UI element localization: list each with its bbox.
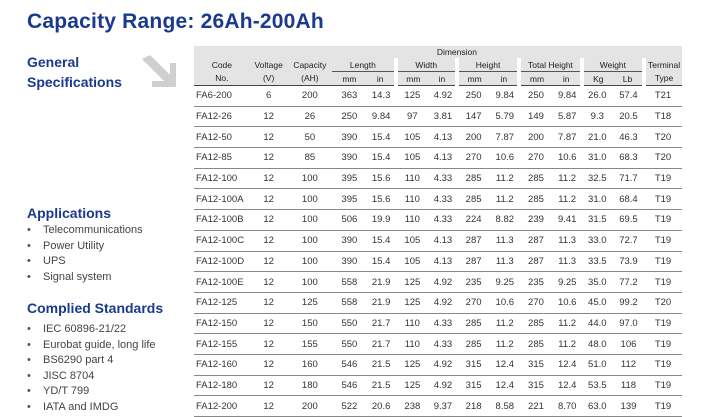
- model-code-cell: FA12-100B: [194, 210, 250, 231]
- table-cell: 395: [332, 168, 367, 189]
- table-cell: 3.81: [429, 106, 457, 127]
- list-item: • UPS: [27, 254, 143, 270]
- table-cell: 20.6: [367, 396, 396, 417]
- table-cell: 15.4: [367, 230, 396, 251]
- list-item: • IATA and IMDG: [27, 400, 156, 416]
- table-cell: 250: [332, 106, 367, 127]
- model-code-cell: FA12-100D: [194, 251, 250, 272]
- table-cell: 44.0: [582, 313, 613, 334]
- table-cell: 15.4: [367, 127, 396, 148]
- terminal-header-sub: Type: [644, 72, 682, 86]
- table-cell: 147: [457, 106, 490, 127]
- table-cell: 4.92: [429, 272, 457, 293]
- table-row: [194, 354, 682, 375]
- list-item: • JISC 8704: [27, 369, 156, 385]
- table-cell: 12: [250, 148, 288, 169]
- table-cell: 31.5: [582, 210, 613, 231]
- table-cell: 11.2: [553, 168, 582, 189]
- table-cell: 21.0: [582, 127, 613, 148]
- model-code-cell: FA6-200: [194, 86, 250, 107]
- table-cell: 285: [519, 313, 552, 334]
- table-cell: 118: [613, 375, 644, 396]
- table-cell: 4.92: [429, 375, 457, 396]
- table-cell: 239: [519, 210, 552, 231]
- model-code-cell: FA12-100A: [194, 189, 250, 210]
- table-cell: 12: [250, 313, 288, 334]
- table-cell: 4.33: [429, 189, 457, 210]
- table-cell: 12: [250, 251, 288, 272]
- table-cell: 125: [396, 375, 429, 396]
- table-cell: 390: [332, 148, 367, 169]
- unit-lb: Lb: [613, 72, 644, 86]
- table-cell: 4.33: [429, 313, 457, 334]
- table-cell: 21.5: [367, 354, 396, 375]
- table-cell: 9.84: [553, 86, 582, 107]
- table-cell: 50: [288, 127, 333, 148]
- table-cell: 363: [332, 86, 367, 107]
- table-cell: T19: [644, 189, 682, 210]
- table-cell: 125: [396, 354, 429, 375]
- table-cell: 11.3: [490, 251, 519, 272]
- model-code-cell: FA12-26: [194, 106, 250, 127]
- table-row: [194, 168, 682, 189]
- table-cell: 11.2: [490, 313, 519, 334]
- voltage-header-sub: (V): [250, 72, 288, 86]
- table-cell: 9.37: [429, 396, 457, 417]
- table-cell: 315: [519, 354, 552, 375]
- table-cell: T19: [644, 396, 682, 417]
- table-cell: 4.92: [429, 292, 457, 313]
- table-cell: 9.41: [553, 210, 582, 231]
- general-specifications-heading: [27, 52, 122, 92]
- table-cell: 11.2: [490, 189, 519, 210]
- table-cell: T19: [644, 230, 682, 251]
- table-cell: 4.33: [429, 210, 457, 231]
- table-cell: 71.7: [613, 168, 644, 189]
- table-row: [194, 292, 682, 313]
- table-cell: 315: [457, 354, 490, 375]
- table-cell: 5.79: [490, 106, 519, 127]
- table-cell: 12: [250, 334, 288, 355]
- table-cell: 63.0: [582, 396, 613, 417]
- model-code-cell: FA12-85: [194, 148, 250, 169]
- list-item: • Signal system: [27, 270, 143, 286]
- table-cell: 125: [288, 292, 333, 313]
- table-cell: 395: [332, 189, 367, 210]
- table-cell: 11.3: [490, 230, 519, 251]
- table-cell: 8.70: [553, 396, 582, 417]
- table-cell: T21: [644, 86, 682, 107]
- table-row: [194, 251, 682, 272]
- table-cell: 8.82: [490, 210, 519, 231]
- table-row: [194, 148, 682, 169]
- table-cell: 12: [250, 230, 288, 251]
- table-cell: 12: [250, 396, 288, 417]
- table-cell: 106: [613, 334, 644, 355]
- table-cell: 12: [250, 106, 288, 127]
- table-cell: 10.6: [490, 148, 519, 169]
- table-cell: 4.33: [429, 168, 457, 189]
- table-cell: 200: [288, 86, 333, 107]
- table-cell: T20: [644, 292, 682, 313]
- table-cell: 57.4: [613, 86, 644, 107]
- list-item: • Telecommunications: [27, 223, 143, 239]
- table-cell: 150: [288, 313, 333, 334]
- table-cell: 4.13: [429, 251, 457, 272]
- general-heading-line1: General: [27, 54, 80, 70]
- table-cell: 51.0: [582, 354, 613, 375]
- table-cell: 149: [519, 106, 552, 127]
- table-cell: 7.87: [490, 127, 519, 148]
- table-cell: 19.9: [367, 210, 396, 231]
- table-cell: 9.3: [582, 106, 613, 127]
- table-cell: 15.4: [367, 251, 396, 272]
- table-cell: 9.84: [490, 86, 519, 107]
- unit-mm: mm: [396, 72, 429, 86]
- table-cell: 285: [519, 189, 552, 210]
- model-code-cell: FA12-160: [194, 354, 250, 375]
- table-cell: 270: [519, 148, 552, 169]
- table-cell: 270: [457, 292, 490, 313]
- table-cell: 12: [250, 375, 288, 396]
- unit-in: in: [490, 72, 519, 86]
- table-row: [194, 334, 682, 355]
- table-cell: T19: [644, 168, 682, 189]
- table-cell: 9.25: [553, 272, 582, 293]
- table-cell: 12: [250, 292, 288, 313]
- specifications-table-body: [194, 86, 682, 417]
- table-cell: 235: [457, 272, 490, 293]
- complied-standards-heading: Complied Standards: [27, 300, 164, 316]
- table-cell: 5.87: [553, 106, 582, 127]
- table-cell: 105: [396, 127, 429, 148]
- table-cell: T19: [644, 354, 682, 375]
- table-cell: 72.7: [613, 230, 644, 251]
- code-header-sub: No.: [194, 72, 250, 86]
- table-cell: 33.0: [582, 230, 613, 251]
- table-cell: 12: [250, 168, 288, 189]
- table-cell: 35.0: [582, 272, 613, 293]
- table-cell: 21.7: [367, 313, 396, 334]
- table-cell: 73.9: [613, 251, 644, 272]
- terminal-header: Terminal: [644, 58, 682, 72]
- table-cell: 12.4: [553, 375, 582, 396]
- table-cell: 68.3: [613, 148, 644, 169]
- table-cell: 31.0: [582, 189, 613, 210]
- table-cell: 8.58: [490, 396, 519, 417]
- unit-mm: mm: [519, 72, 552, 86]
- table-cell: 68.4: [613, 189, 644, 210]
- model-code-cell: FA12-125: [194, 292, 250, 313]
- table-row: [194, 272, 682, 293]
- unit-mm: mm: [332, 72, 367, 86]
- table-cell: 285: [457, 313, 490, 334]
- table-cell: 100: [288, 272, 333, 293]
- table-row: [194, 375, 682, 396]
- table-cell: 139: [613, 396, 644, 417]
- table-cell: 506: [332, 210, 367, 231]
- table-row: [194, 106, 682, 127]
- table-cell: T19: [644, 272, 682, 293]
- table-cell: T19: [644, 375, 682, 396]
- table-cell: 224: [457, 210, 490, 231]
- table-cell: 287: [519, 251, 552, 272]
- height-header: Height: [457, 58, 519, 72]
- table-cell: 315: [519, 375, 552, 396]
- table-cell: 180: [288, 375, 333, 396]
- table-cell: 11.2: [490, 334, 519, 355]
- table-cell: 546: [332, 375, 367, 396]
- list-item: • Eurobat guide, long life: [27, 338, 156, 354]
- table-cell: T20: [644, 127, 682, 148]
- table-cell: 14.3: [367, 86, 396, 107]
- table-cell: 105: [396, 251, 429, 272]
- table-cell: 12.4: [553, 354, 582, 375]
- table-cell: 9.84: [367, 106, 396, 127]
- capacity-header-sub: (AH): [288, 72, 333, 86]
- table-cell: 558: [332, 272, 367, 293]
- unit-in: in: [367, 72, 396, 86]
- table-cell: 46.3: [613, 127, 644, 148]
- table-cell: 160: [288, 354, 333, 375]
- table-cell: 11.3: [553, 230, 582, 251]
- table-cell: 238: [396, 396, 429, 417]
- table-cell: T18: [644, 106, 682, 127]
- table-cell: 12: [250, 354, 288, 375]
- model-code-cell: FA12-180: [194, 375, 250, 396]
- table-cell: 315: [457, 375, 490, 396]
- table-cell: 558: [332, 292, 367, 313]
- table-cell: 12.4: [490, 375, 519, 396]
- table-cell: 100: [288, 210, 333, 231]
- table-cell: 4.13: [429, 148, 457, 169]
- table-cell: 4.92: [429, 86, 457, 107]
- table-cell: 390: [332, 251, 367, 272]
- table-cell: 200: [457, 127, 490, 148]
- applications-list: [27, 223, 143, 285]
- applications-heading: Applications: [27, 205, 112, 221]
- table-cell: 12: [250, 127, 288, 148]
- table-cell: 390: [332, 230, 367, 251]
- table-cell: 21.9: [367, 292, 396, 313]
- table-cell: 10.6: [553, 148, 582, 169]
- model-code-cell: FA12-50: [194, 127, 250, 148]
- list-item: • BS6290 part 4: [27, 353, 156, 369]
- table-cell: 4.13: [429, 127, 457, 148]
- table-cell: 20.5: [613, 106, 644, 127]
- table-cell: 53.5: [582, 375, 613, 396]
- list-item: • Power Utility: [27, 239, 143, 255]
- table-cell: 105: [396, 148, 429, 169]
- standards-list: [27, 322, 156, 415]
- table-cell: 12.4: [490, 354, 519, 375]
- table-cell: 15.4: [367, 148, 396, 169]
- table-cell: 110: [396, 313, 429, 334]
- table-cell: T19: [644, 210, 682, 231]
- table-cell: 250: [519, 86, 552, 107]
- model-code-cell: FA12-100: [194, 168, 250, 189]
- table-cell: 125: [396, 86, 429, 107]
- table-cell: 218: [457, 396, 490, 417]
- table-cell: T20: [644, 148, 682, 169]
- table-cell: 33.5: [582, 251, 613, 272]
- table-cell: 32.5: [582, 168, 613, 189]
- table-cell: 11.2: [553, 189, 582, 210]
- table-cell: 112: [613, 354, 644, 375]
- unit-in: in: [429, 72, 457, 86]
- table-cell: 110: [396, 334, 429, 355]
- table-cell: 21.7: [367, 334, 396, 355]
- table-cell: 285: [519, 334, 552, 355]
- table-row: [194, 396, 682, 417]
- unit-in: in: [553, 72, 582, 86]
- width-header: Width: [396, 58, 457, 72]
- table-cell: 12: [250, 272, 288, 293]
- table-cell: 97.0: [613, 313, 644, 334]
- dimension-header: Dimension: [332, 46, 582, 58]
- table-cell: 110: [396, 210, 429, 231]
- table-cell: 287: [519, 230, 552, 251]
- table-cell: 105: [396, 230, 429, 251]
- total-height-header: Total Height: [519, 58, 581, 72]
- table-cell: 270: [519, 292, 552, 313]
- table-cell: 11.2: [553, 313, 582, 334]
- table-cell: 100: [288, 189, 333, 210]
- length-header: Length: [332, 58, 395, 72]
- table-cell: 270: [457, 148, 490, 169]
- table-cell: 85: [288, 148, 333, 169]
- table-cell: T19: [644, 334, 682, 355]
- table-cell: 550: [332, 334, 367, 355]
- unit-mm: mm: [457, 72, 490, 86]
- table-cell: 26.0: [582, 86, 613, 107]
- table-cell: 285: [457, 168, 490, 189]
- table-cell: 77.2: [613, 272, 644, 293]
- table-cell: 100: [288, 230, 333, 251]
- list-item: • IEC 60896-21/22: [27, 322, 156, 338]
- table-cell: 100: [288, 251, 333, 272]
- table-cell: 12: [250, 189, 288, 210]
- table-cell: 21.9: [367, 272, 396, 293]
- table-cell: 12: [250, 210, 288, 231]
- table-cell: 110: [396, 189, 429, 210]
- table-cell: 200: [288, 396, 333, 417]
- list-item: • YD/T 799: [27, 384, 156, 400]
- table-row: [194, 210, 682, 231]
- table-cell: 287: [457, 251, 490, 272]
- table-cell: 15.6: [367, 168, 396, 189]
- table-cell: T19: [644, 313, 682, 334]
- table-row: [194, 230, 682, 251]
- capacity-header: Capacity: [288, 58, 333, 72]
- table-cell: T19: [644, 251, 682, 272]
- table-cell: 522: [332, 396, 367, 417]
- model-code-cell: FA12-100C: [194, 230, 250, 251]
- table-cell: 11.2: [553, 334, 582, 355]
- table-cell: 69.5: [613, 210, 644, 231]
- table-cell: 125: [396, 292, 429, 313]
- table-cell: 390: [332, 127, 367, 148]
- table-cell: 4.33: [429, 334, 457, 355]
- table-cell: 9.25: [490, 272, 519, 293]
- model-code-cell: FA12-150: [194, 313, 250, 334]
- table-row: [194, 127, 682, 148]
- table-row: [194, 189, 682, 210]
- table-cell: 7.87: [553, 127, 582, 148]
- table-cell: 546: [332, 354, 367, 375]
- table-cell: 235: [519, 272, 552, 293]
- table-cell: 285: [519, 168, 552, 189]
- table-cell: 110: [396, 168, 429, 189]
- table-cell: 97: [396, 106, 429, 127]
- table-cell: 4.92: [429, 354, 457, 375]
- table-cell: 155: [288, 334, 333, 355]
- table-cell: 45.0: [582, 292, 613, 313]
- table-cell: 11.3: [553, 251, 582, 272]
- model-code-cell: FA12-100E: [194, 272, 250, 293]
- arrow-down-right-icon: [140, 55, 176, 87]
- weight-header: Weight: [582, 58, 644, 72]
- table-cell: 200: [519, 127, 552, 148]
- page-title: Capacity Range: 26Ah-200Ah: [27, 10, 324, 33]
- table-cell: 21.5: [367, 375, 396, 396]
- table-cell: 10.6: [553, 292, 582, 313]
- table-cell: 6: [250, 86, 288, 107]
- general-heading-line2: Specifications: [27, 74, 122, 90]
- model-code-cell: FA12-155: [194, 334, 250, 355]
- table-cell: 26: [288, 106, 333, 127]
- table-cell: 10.6: [490, 292, 519, 313]
- model-code-cell: FA12-200: [194, 396, 250, 417]
- table-row: [194, 313, 682, 334]
- code-header: Code: [194, 58, 250, 72]
- table-cell: 125: [396, 272, 429, 293]
- specifications-table: [194, 46, 682, 417]
- table-cell: 11.2: [490, 168, 519, 189]
- table-cell: 31.0: [582, 148, 613, 169]
- table-cell: 250: [457, 86, 490, 107]
- table-cell: 99.2: [613, 292, 644, 313]
- table-cell: 48.0: [582, 334, 613, 355]
- table-cell: 221: [519, 396, 552, 417]
- table-cell: 4.13: [429, 230, 457, 251]
- table-cell: 285: [457, 189, 490, 210]
- voltage-header: Voltage: [250, 58, 288, 72]
- table-cell: 100: [288, 168, 333, 189]
- table-cell: 550: [332, 313, 367, 334]
- unit-kg: Kg: [582, 72, 613, 86]
- table-row: [194, 86, 682, 107]
- table-cell: 285: [457, 334, 490, 355]
- table-cell: 15.6: [367, 189, 396, 210]
- table-cell: 287: [457, 230, 490, 251]
